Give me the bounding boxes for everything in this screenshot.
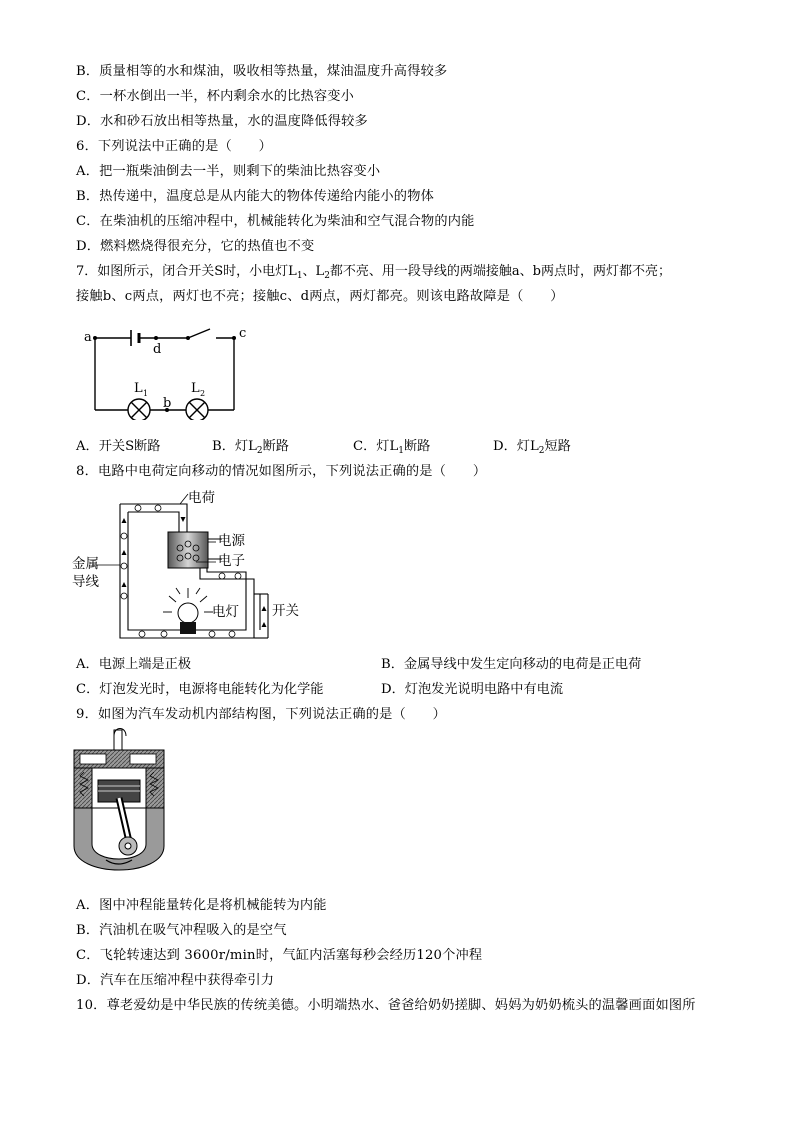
- q8-option-a: A．电源上端是正极: [76, 657, 192, 672]
- q7-stem: [76, 263, 671, 281]
- q9-option-d: D．汽车在压缩冲程中获得牵引力: [76, 973, 275, 988]
- q9-option-a: A．图中冲程能量转化是将机械能转为内能: [76, 898, 327, 913]
- q9-stem: 9．如图为汽车发动机内部结构图，下列说法正确的是（ ）: [76, 707, 447, 722]
- q8-label-charge: 电荷: [188, 490, 215, 506]
- q7-stem-post: 都不亮、用一段导线的两端接触a、b两点时，两灯都不亮；: [329, 264, 671, 279]
- q8-label-switch: 开关: [272, 603, 299, 619]
- q8-option-c: C．灯泡发光时，电源将电能转化为化学能: [76, 682, 324, 697]
- q6-option-a: A．把一瓶柴油倒去一半，则剩下的柴油比热容变小: [76, 164, 381, 179]
- q7-circuit-diagram: [76, 320, 256, 420]
- q7-label-b: b: [163, 396, 172, 411]
- q8-option-d: D．灯泡发光说明电路中有电流: [381, 682, 564, 697]
- q9-option-c: C．飞轮转速达到 3600r/min时，气缸内活塞每秒会经历120个冲程: [76, 948, 483, 963]
- q7-option-a: A．开关S断路: [76, 439, 161, 454]
- q6-option-d: D．燃料燃烧得很充分，它的热值也不变: [76, 239, 315, 254]
- q7-sub-1: 1: [296, 271, 303, 281]
- q7-stem-pre: 7．如图所示，闭合开关S时，小电灯L: [76, 264, 297, 279]
- q7-option-c-sub: 1: [398, 446, 404, 456]
- q7-option-d: [493, 438, 571, 456]
- q7-option-b-pre: B．灯L: [212, 439, 257, 454]
- q8-label-wire: 导线: [72, 574, 99, 590]
- q7-option-d-pre: D．灯L: [493, 439, 539, 454]
- q7-option-b-sub: 2: [256, 446, 263, 456]
- q8-label-lamp: 电灯: [212, 604, 239, 620]
- q7-label-c: c: [239, 326, 247, 341]
- lamp-icon: [163, 588, 213, 634]
- q7-stem-mid: 、L: [302, 264, 325, 279]
- q8-label-electron: 电子: [218, 553, 245, 569]
- q7-option-d-sub: 2: [538, 446, 545, 456]
- q7-option-c: [353, 438, 430, 456]
- q7-label-l2-sub: 2: [200, 389, 206, 398]
- q8-label-source: 电源: [218, 533, 245, 549]
- q9-engine-diagram: [70, 728, 170, 890]
- q7-label-d: d: [153, 342, 162, 357]
- q6-option-b: B．热传递中，温度总是从内能大的物体传递给内能小的物体: [76, 189, 434, 204]
- q8-stem: 8．电路中电荷定向移动的情况如图所示，下列说法正确的是（ ）: [76, 464, 487, 479]
- q7-stem-line2: 接触b、c两点，两灯也不亮；接触c、d两点，两灯都亮。则该电路故障是（ ）: [76, 289, 564, 304]
- q7-label-l1: L: [134, 381, 143, 396]
- q5-option-d: D．水和砂石放出相等热量，水的温度降低得较多: [76, 114, 368, 129]
- q10-stem: 10．尊老爱幼是中华民族的传统美德。小明端热水、爸爸给奶奶搓脚、妈妈为奶奶梳头的温馨画面如图所: [76, 998, 696, 1013]
- q7-option-b: [212, 438, 289, 456]
- q6-stem: 6．下列说法中正确的是（ ）: [76, 139, 273, 154]
- q5-option-b: B．质量相等的水和煤油，吸收相等热量，煤油温度升高得较多: [76, 64, 448, 79]
- q7-option-c-post: 断路: [403, 439, 431, 454]
- q5-option-c: C．一杯水倒出一半，杯内剩余水的比热容变小: [76, 89, 355, 104]
- q7-sub-2: 2: [324, 271, 330, 281]
- q7-option-c-pre: C．灯L: [353, 439, 399, 454]
- q7-option-b-post: 断路: [262, 439, 289, 454]
- q9-option-b: B．汽油机在吸气冲程吸入的是空气: [76, 923, 287, 938]
- q6-option-c: C．在柴油机的压缩冲程中，机械能转化为柴油和空气混合物的内能: [76, 214, 475, 229]
- q8-charge-flow-diagram: [72, 486, 312, 648]
- q7-label-l2: L: [191, 381, 200, 396]
- q8-label-metal: 金属: [72, 556, 99, 572]
- battery-icon: [168, 532, 208, 568]
- q7-option-d-post: 短路: [544, 439, 571, 454]
- q7-label-l1-sub: 1: [143, 389, 149, 398]
- q8-option-b: B．金属导线中发生定向移动的电荷是正电荷: [381, 657, 642, 672]
- q7-label-a: a: [84, 330, 92, 345]
